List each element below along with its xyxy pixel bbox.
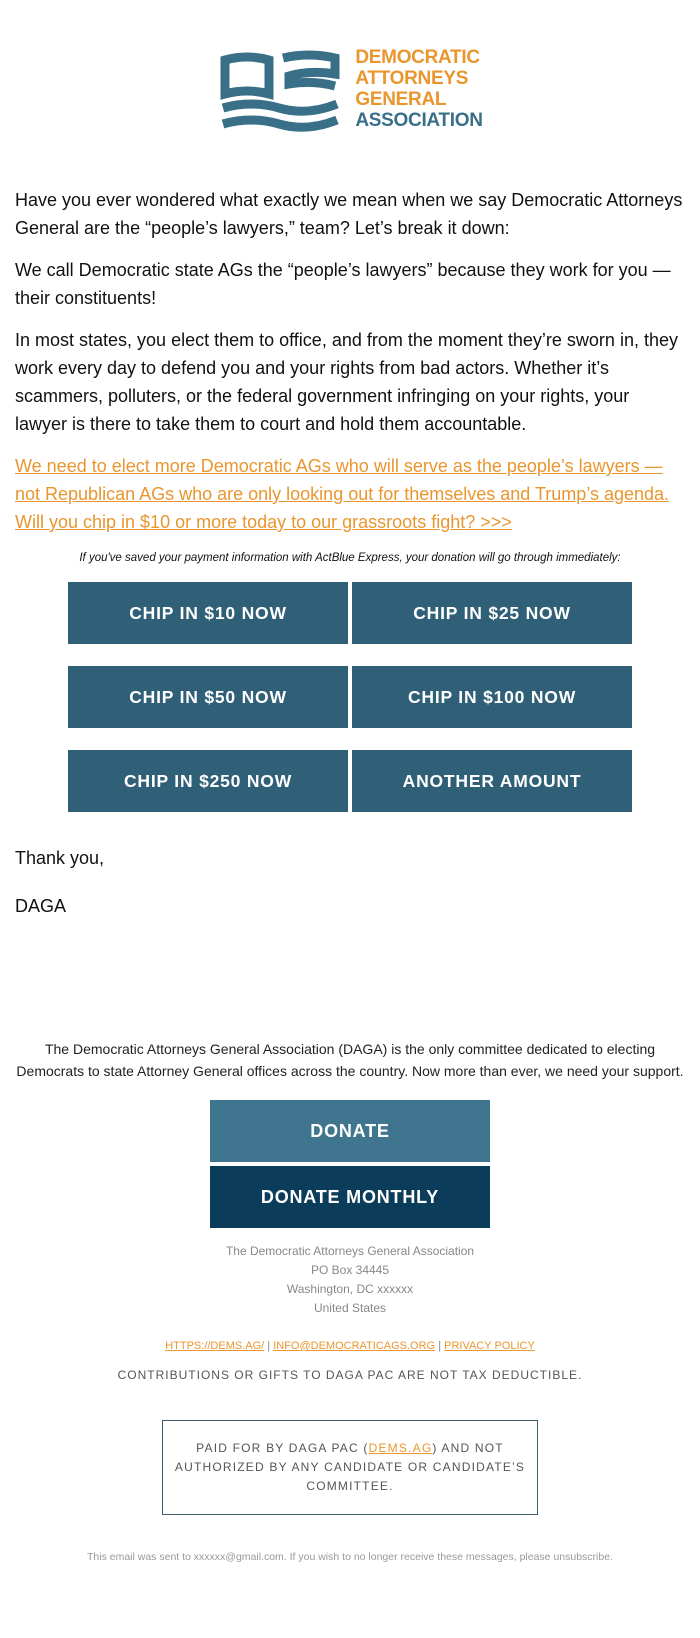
address-line: The Democratic Attorneys General Association xyxy=(225,1244,475,1258)
logo-text xyxy=(355,47,482,131)
logo-line: DEMOCRATIC xyxy=(355,47,480,68)
footer-links xyxy=(0,1340,700,1352)
address-line: PO Box 34445 xyxy=(310,1263,390,1277)
donate-monthly-button[interactable]: DONATE MONTHLY xyxy=(210,1166,490,1228)
paid-for-box xyxy=(162,1420,538,1515)
footer xyxy=(0,1038,700,1563)
thanks-text: Thank you, xyxy=(15,848,105,868)
dems-ag-link[interactable]: DEMS.AG xyxy=(368,1441,433,1455)
donate-cta-link[interactable]: We need to elect more Democratic AGs who will serve as the people’s lawyers — not Republican AGs who are only looking out for themselves and Trump’s agenda. Will you chip in $10 or more today to our grassroots fight? >>> xyxy=(15,456,670,532)
tax-disclaimer: CONTRIBUTIONS OR GIFTS TO DAGA PAC ARE NOT TAX DEDUCTIBLE. xyxy=(117,1368,583,1382)
address-line: United States xyxy=(313,1301,387,1315)
email-body xyxy=(0,134,700,566)
address xyxy=(0,1242,700,1318)
chip-in-100-button[interactable]: CHIP IN $100 NOW xyxy=(352,666,632,728)
logo-line: GENERAL xyxy=(355,89,447,110)
separator: | xyxy=(438,1340,442,1352)
privacy-policy-link[interactable]: PRIVACY POLICY xyxy=(444,1340,535,1352)
chip-in-250-button[interactable]: CHIP IN $250 NOW xyxy=(68,750,348,812)
address-line: Washington, DC xxxxxx xyxy=(286,1282,414,1296)
paid-for-text: ) AND NOT AUTHORIZED BY ANY CANDIDATE OR CANDIDATE’S COMMITTEE. xyxy=(174,1441,526,1493)
chip-in-25-button[interactable]: CHIP IN $25 NOW xyxy=(352,582,632,644)
logo-line: ASSOCIATION xyxy=(355,110,483,131)
logo-line: ATTORNEYS xyxy=(355,68,469,89)
paragraph: In most states, you elect them to office, and from the moment they’re sworn in, they work every day to defend you and your rights from bad actors. Whether it’s scammers, polluters, or the federal government infringing on your rights, your lawyer is there to take them to court and hold them accountable. xyxy=(15,330,678,434)
daga-logo xyxy=(0,0,700,134)
mission-text: The Democratic Attorneys General Association (DAGA) is the only committee dedicated to electing Democrats to state Attorney General offices across the country. Now more than ever, we need your support. xyxy=(16,1041,684,1079)
paid-for-text: PAID FOR BY DAGA PAC ( xyxy=(196,1441,369,1455)
donate-button[interactable]: DONATE xyxy=(210,1100,490,1162)
separator: | xyxy=(267,1340,271,1352)
paragraph: We call Democratic state AGs the “people’s lawyers” because they work for you — their constituents! xyxy=(15,260,671,308)
signature: DAGA xyxy=(15,896,67,916)
another-amount-button[interactable]: ANOTHER AMOUNT xyxy=(352,750,632,812)
signoff xyxy=(0,812,700,920)
website-link[interactable]: HTTPS://DEMS.AG/ xyxy=(165,1340,265,1352)
email-link[interactable]: INFO@DEMOCRATICAGS.ORG xyxy=(273,1340,436,1352)
chip-in-10-button[interactable]: CHIP IN $10 NOW xyxy=(68,582,348,644)
actblue-note: If you've saved your payment information with ActBlue Express, your donation will go through immediately: xyxy=(79,552,621,564)
paragraph: Have you ever wondered what exactly we mean when we say Democratic Attorneys General are the “people’s lawyers,” team? Let’s break it down: xyxy=(15,190,683,238)
unsubscribe-text[interactable]: This email was sent to xxxxxx@gmail.com. If you wish to no longer receive these messages, please unsubscribe. xyxy=(87,1551,613,1563)
flag-logo-icon xyxy=(217,46,345,132)
donation-buttons xyxy=(0,582,700,812)
chip-in-50-button[interactable]: CHIP IN $50 NOW xyxy=(68,666,348,728)
